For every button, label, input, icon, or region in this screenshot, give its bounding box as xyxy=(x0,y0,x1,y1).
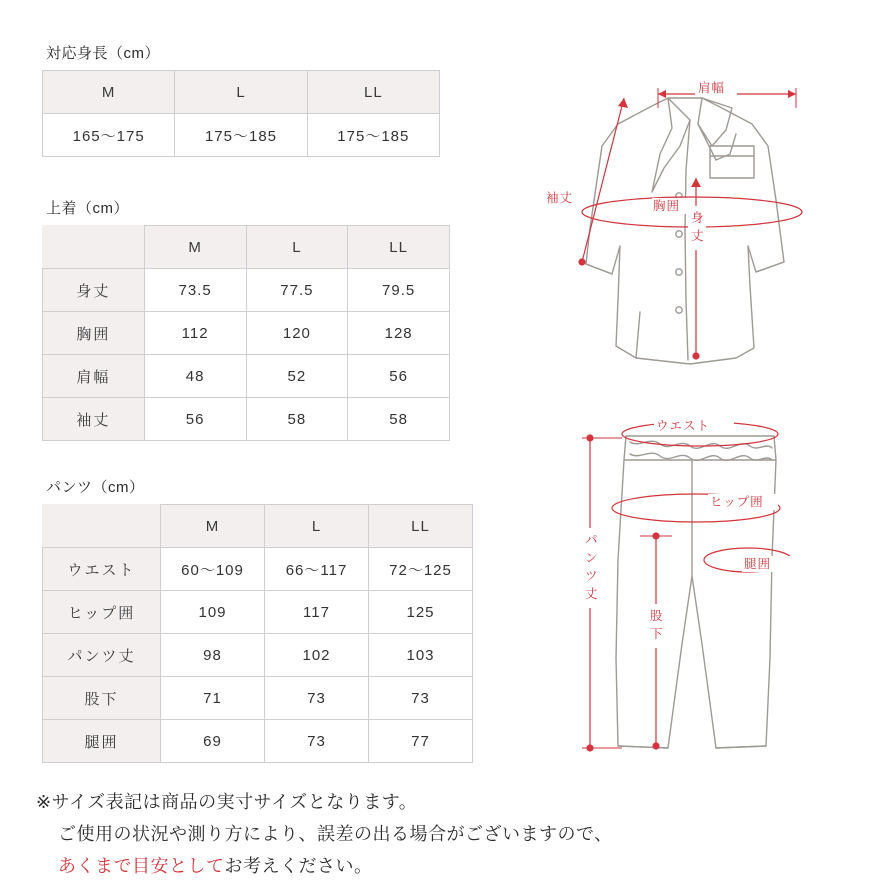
cell-height-ll: 175〜185 xyxy=(307,114,439,157)
row-header-3: 袖丈 xyxy=(43,398,145,441)
label-shoulder: 肩幅 xyxy=(698,81,726,95)
col-header-l: L xyxy=(175,71,307,114)
table-caption-top: 上着（cm） xyxy=(46,200,129,217)
note-accent: あくまで目安として xyxy=(58,856,225,876)
cell-2-1: 102 xyxy=(265,634,369,677)
table-block-pants xyxy=(42,476,473,763)
table-row xyxy=(43,720,473,763)
row-header-1: 胸囲 xyxy=(43,312,145,355)
illustration-pants xyxy=(560,408,860,785)
table-row xyxy=(43,269,450,312)
label-pants-length-1: パ xyxy=(585,533,598,547)
table-row xyxy=(43,591,473,634)
cell-1-0: 112 xyxy=(144,312,246,355)
label-body-length: 身 xyxy=(691,211,704,225)
note-line-1: ※サイズ表記は商品の実寸サイズとなります。 xyxy=(36,792,418,812)
label-chest: 胸囲 xyxy=(653,199,681,213)
illustration-jacket xyxy=(540,50,860,385)
table-row xyxy=(43,548,473,591)
cell-0-0: 73.5 xyxy=(144,269,246,312)
cell-1-2: 125 xyxy=(369,591,473,634)
notes-block xyxy=(36,786,613,882)
cell-2-0: 48 xyxy=(144,355,246,398)
corner-cell xyxy=(43,505,161,548)
cell-2-1: 52 xyxy=(246,355,348,398)
cell-3-0: 71 xyxy=(161,677,265,720)
size-table-pants xyxy=(42,504,473,763)
cell-4-2: 77 xyxy=(369,720,473,763)
table-row xyxy=(43,114,440,157)
label-pants-length-3: ツ xyxy=(585,569,598,583)
table-header-row xyxy=(43,505,473,548)
cell-1-1: 120 xyxy=(246,312,348,355)
cell-3-0: 56 xyxy=(144,398,246,441)
table-row xyxy=(43,398,450,441)
row-header-0: 身丈 xyxy=(43,269,145,312)
cell-0-1: 77.5 xyxy=(246,269,348,312)
table-row xyxy=(43,634,473,677)
cell-3-1: 58 xyxy=(246,398,348,441)
note-line-2: ご使用の状況や測り方により、誤差の出る場合がございますので、 xyxy=(58,824,613,844)
row-header-2: 肩幅 xyxy=(43,355,145,398)
row-header-4: 腿囲 xyxy=(43,720,161,763)
label-pants-length-2: ン xyxy=(585,551,598,565)
table-caption-height: 対応身長（cm） xyxy=(46,45,160,62)
corner-cell xyxy=(43,226,145,269)
col-header-l: L xyxy=(246,226,348,269)
cell-0-1: 66〜117 xyxy=(265,548,369,591)
cell-0-2: 72〜125 xyxy=(369,548,473,591)
label-thigh: 腿囲 xyxy=(744,557,772,571)
cell-height-l: 175〜185 xyxy=(175,114,307,157)
note-line-3 xyxy=(36,850,613,882)
cell-1-1: 117 xyxy=(265,591,369,634)
col-header-ll: LL xyxy=(369,505,473,548)
col-header-ll: LL xyxy=(348,226,450,269)
table-header-row xyxy=(43,226,450,269)
col-header-l: L xyxy=(265,505,369,548)
cell-3-2: 73 xyxy=(369,677,473,720)
label-body-length2: 丈 xyxy=(691,229,704,243)
cell-2-2: 56 xyxy=(348,355,450,398)
table-block-top xyxy=(42,197,450,441)
cell-2-0: 98 xyxy=(161,634,265,677)
cell-2-2: 103 xyxy=(369,634,473,677)
table-row xyxy=(43,312,450,355)
cell-1-0: 109 xyxy=(161,591,265,634)
cell-0-0: 60〜109 xyxy=(161,548,265,591)
row-header-0: ウエスト xyxy=(43,548,161,591)
table-row xyxy=(43,355,450,398)
cell-height-m: 165〜175 xyxy=(43,114,175,157)
col-header-m: M xyxy=(144,226,246,269)
label-waist: ウエスト xyxy=(656,419,711,433)
note-line-3-rest: お考えください。 xyxy=(224,856,373,876)
row-header-1: ヒップ囲 xyxy=(43,591,161,634)
cell-1-2: 128 xyxy=(348,312,450,355)
size-table-height xyxy=(42,70,440,157)
col-header-m: M xyxy=(161,505,265,548)
label-hip: ヒップ囲 xyxy=(710,495,764,509)
table-caption-pants: パンツ（cm） xyxy=(46,479,145,496)
row-header-2: パンツ丈 xyxy=(43,634,161,677)
label-inseam-2: 下 xyxy=(650,627,663,641)
table-block-height xyxy=(42,42,440,157)
table-row xyxy=(43,677,473,720)
col-header-m: M xyxy=(43,71,175,114)
size-table-top xyxy=(42,225,450,441)
label-pants-length-4: 丈 xyxy=(585,587,598,601)
row-header-3: 股下 xyxy=(43,677,161,720)
cell-4-0: 69 xyxy=(161,720,265,763)
label-sleeve: 袖丈 xyxy=(546,191,574,205)
cell-3-1: 73 xyxy=(265,677,369,720)
cell-4-1: 73 xyxy=(265,720,369,763)
col-header-ll: LL xyxy=(307,71,439,114)
cell-0-2: 79.5 xyxy=(348,269,450,312)
table-header-row xyxy=(43,71,440,114)
cell-3-2: 58 xyxy=(348,398,450,441)
label-inseam-1: 股 xyxy=(650,609,663,623)
